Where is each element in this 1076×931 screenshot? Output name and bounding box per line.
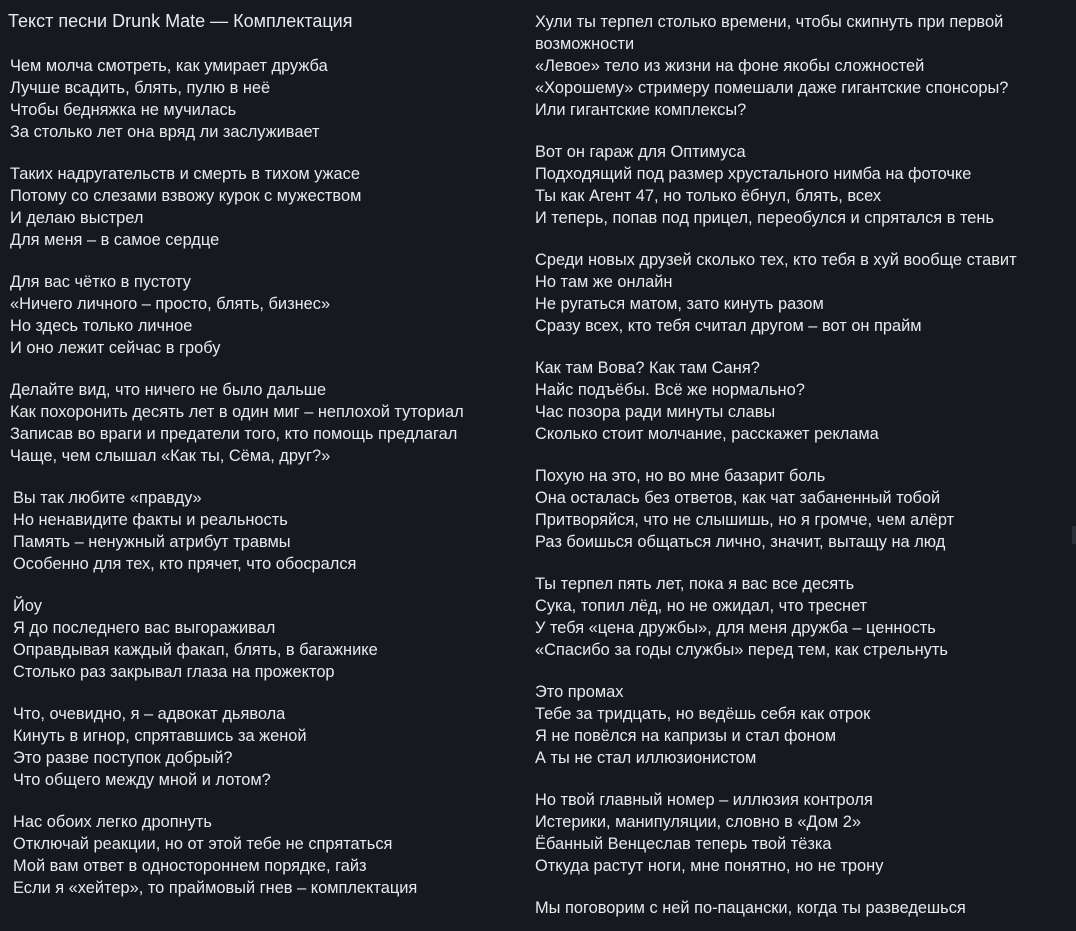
- lyrics-line: Найс подъёбы. Всё же нормально?: [535, 381, 805, 399]
- lyrics-line: Как похоронить десять лет в один миг – неплохой туториал: [10, 403, 464, 421]
- lyrics-line: Кинуть в игнор, спрятавшись за женой: [13, 727, 307, 745]
- lyrics-line: Это разве поступок добрый?: [13, 749, 233, 767]
- lyrics-line: Память – ненужный атрибут травмы: [13, 533, 291, 551]
- lyrics-stanza: [535, 573, 1076, 661]
- lyrics-line: Записав во враги и предатели того, кто помощь предлагал: [10, 425, 458, 443]
- lyrics-stanza: [535, 465, 1076, 553]
- lyrics-line: Если я «хейтер», то праймовый гнев – комплектация: [13, 879, 418, 897]
- lyrics-line: Оправдывая каждый факап, блять, в багажнике: [13, 641, 378, 659]
- lyrics-line: Сука, топил лёд, но не ожидал, что треснет: [535, 597, 868, 615]
- lyrics-stanza: [10, 595, 530, 683]
- lyrics-line: Сразу всех, кто тебя считал другом – вот он прайм: [535, 317, 922, 335]
- lyrics-line: Йоу: [13, 597, 42, 615]
- lyrics-line: Как там Вова? Как там Саня?: [535, 359, 760, 377]
- lyrics-line: Делайте вид, что ничего не было дальше: [10, 381, 327, 399]
- lyrics-line: Вы так любите «правду»: [13, 489, 202, 507]
- lyrics-line: Для меня – в самое сердце: [10, 231, 220, 249]
- lyrics-stanza: [535, 11, 1076, 121]
- lyrics-line: Что общего между мной и лотом?: [13, 771, 271, 789]
- lyrics-column-right: [535, 11, 1076, 919]
- lyrics-line: Чаще, чем слышал «Как ты, Сёма, друг?»: [10, 447, 331, 465]
- lyrics-line: Особенно для тех, кто прячет, что обосрался: [13, 555, 357, 573]
- lyrics-line: Час позора ради минуты славы: [535, 403, 776, 421]
- lyrics-stanza: [535, 897, 1076, 919]
- lyrics-stanza: [535, 357, 1076, 445]
- lyrics-stanza: [10, 55, 530, 143]
- lyrics-line: Или гигантские комплексы?: [535, 101, 747, 119]
- lyrics-line: Хули ты терпел столько времени, чтобы скипнуть при первой: [535, 13, 1004, 31]
- lyrics-line: Но ненавидите факты и реальность: [13, 511, 288, 529]
- lyrics-stanza: [10, 811, 530, 899]
- lyrics-line: Что, очевидно, я – адвокат дьявола: [13, 705, 286, 723]
- lyrics-line: И оно лежит сейчас в гробу: [10, 339, 221, 357]
- lyrics-line: И теперь, попав под прицел, переобулся и спрятался в тень: [535, 209, 995, 227]
- lyrics-line: Откуда растут ноги, мне понятно, но не трону: [535, 857, 884, 875]
- lyrics-line: За столько лет она вряд ли заслуживает: [10, 123, 320, 141]
- lyrics-line: А ты не стал иллюзионистом: [535, 749, 757, 767]
- lyrics-line: Среди новых друзей сколько тех, кто тебя в хуй вообще ставит: [535, 251, 1017, 269]
- lyrics-line: «Хорошему» стримеру помешали даже гигантские спонсоры?: [535, 79, 1009, 97]
- lyrics-stanza: [535, 789, 1076, 877]
- lyrics-line: Отключай реакции, но от этой тебе не спрятаться: [13, 835, 393, 853]
- lyrics-line: Раз боишься общаться лично, значит, вытащу на люд: [535, 533, 946, 551]
- lyrics-stanza: [10, 379, 530, 467]
- lyrics-stanza: [535, 681, 1076, 769]
- lyrics-stanza: [535, 141, 1076, 229]
- page-title: Текст песни Drunk Mate — Комплектация: [8, 11, 353, 31]
- lyrics-line: У тебя «цена дружбы», для меня дружба – ценность: [535, 619, 936, 637]
- lyrics-line: Столько раз закрывал глаза на прожектор: [13, 663, 335, 681]
- lyrics-line: Нас обоих легко дропнуть: [13, 813, 212, 831]
- lyrics-line: Чтобы бедняжка не мучилась: [10, 101, 237, 119]
- lyrics-line: Истерики, манипуляции, словно в «Дом 2»: [535, 813, 861, 831]
- lyrics-line: Похую на это, но во мне базарит боль: [535, 467, 826, 485]
- lyrics-line: Ёбанный Венцеслав теперь твой тёзка: [535, 835, 832, 853]
- lyrics-line: Но здесь только личное: [10, 317, 193, 335]
- scroll-edge-marker: [1072, 526, 1076, 544]
- lyrics-line: Это промах: [535, 683, 624, 701]
- lyrics-line: Вот он гараж для Оптимуса: [535, 143, 746, 161]
- lyrics-line: И делаю выстрел: [10, 209, 144, 227]
- lyrics-line: Мы поговорим с ней по-пацански, когда ты разведешься: [535, 899, 966, 917]
- lyrics-line: «Левое» тело из жизни на фоне якобы сложностей: [535, 57, 925, 75]
- lyrics-line: «Ничего личного – просто, блять, бизнес»: [10, 295, 331, 313]
- lyrics-stanza: [10, 487, 530, 575]
- lyrics-stanza: [535, 249, 1076, 337]
- lyrics-line: Тебе за тридцать, но ведёшь себя как отрок: [535, 705, 871, 723]
- lyrics-stanza: [10, 271, 530, 359]
- lyrics-line: «Спасибо за годы службы» перед тем, как стрельнуть: [535, 641, 948, 659]
- lyrics-column-left: [10, 55, 530, 899]
- lyrics-line: Лучше всадить, блять, пулю в неё: [10, 79, 271, 97]
- lyrics-line: Ты как Агент 47, но только ёбнул, блять, всех: [535, 187, 882, 205]
- lyrics-line: Но твой главный номер – иллюзия контроля: [535, 791, 873, 809]
- lyrics-line: Для вас чётко в пустоту: [10, 273, 191, 291]
- lyrics-line: Я до последнего вас выгораживал: [13, 619, 276, 637]
- lyrics-line: Я не повёлся на капризы и стал фоном: [535, 727, 836, 745]
- lyrics-line: Таких надругательств и смерть в тихом ужасе: [10, 165, 360, 183]
- lyrics-line: Подходящий под размер хрустального нимба на фоточке: [535, 165, 972, 183]
- lyrics-line: Сколько стоит молчание, расскажет реклама: [535, 425, 879, 443]
- lyrics-line: Потому со слезами взвожу курок с мужеством: [10, 187, 362, 205]
- lyrics-line: Притворяйся, что не слышишь, но я громче, чем алёрт: [535, 511, 955, 529]
- lyrics-line: Чем молча смотреть, как умирает дружба: [10, 57, 328, 75]
- lyrics-line: Мой вам ответ в одностороннем порядке, гайз: [13, 857, 367, 875]
- lyrics-line: Но там же онлайн: [535, 273, 673, 291]
- lyrics-stanza: [10, 703, 530, 791]
- lyrics-stanza: [10, 163, 530, 251]
- lyrics-line: Она осталась без ответов, как чат забаненный тобой: [535, 489, 941, 507]
- lyrics-line: Не ругаться матом, зато кинуть разом: [535, 295, 824, 313]
- lyrics-line: возможности: [535, 35, 635, 53]
- lyrics-line: Ты терпел пять лет, пока я вас все десять: [535, 575, 855, 593]
